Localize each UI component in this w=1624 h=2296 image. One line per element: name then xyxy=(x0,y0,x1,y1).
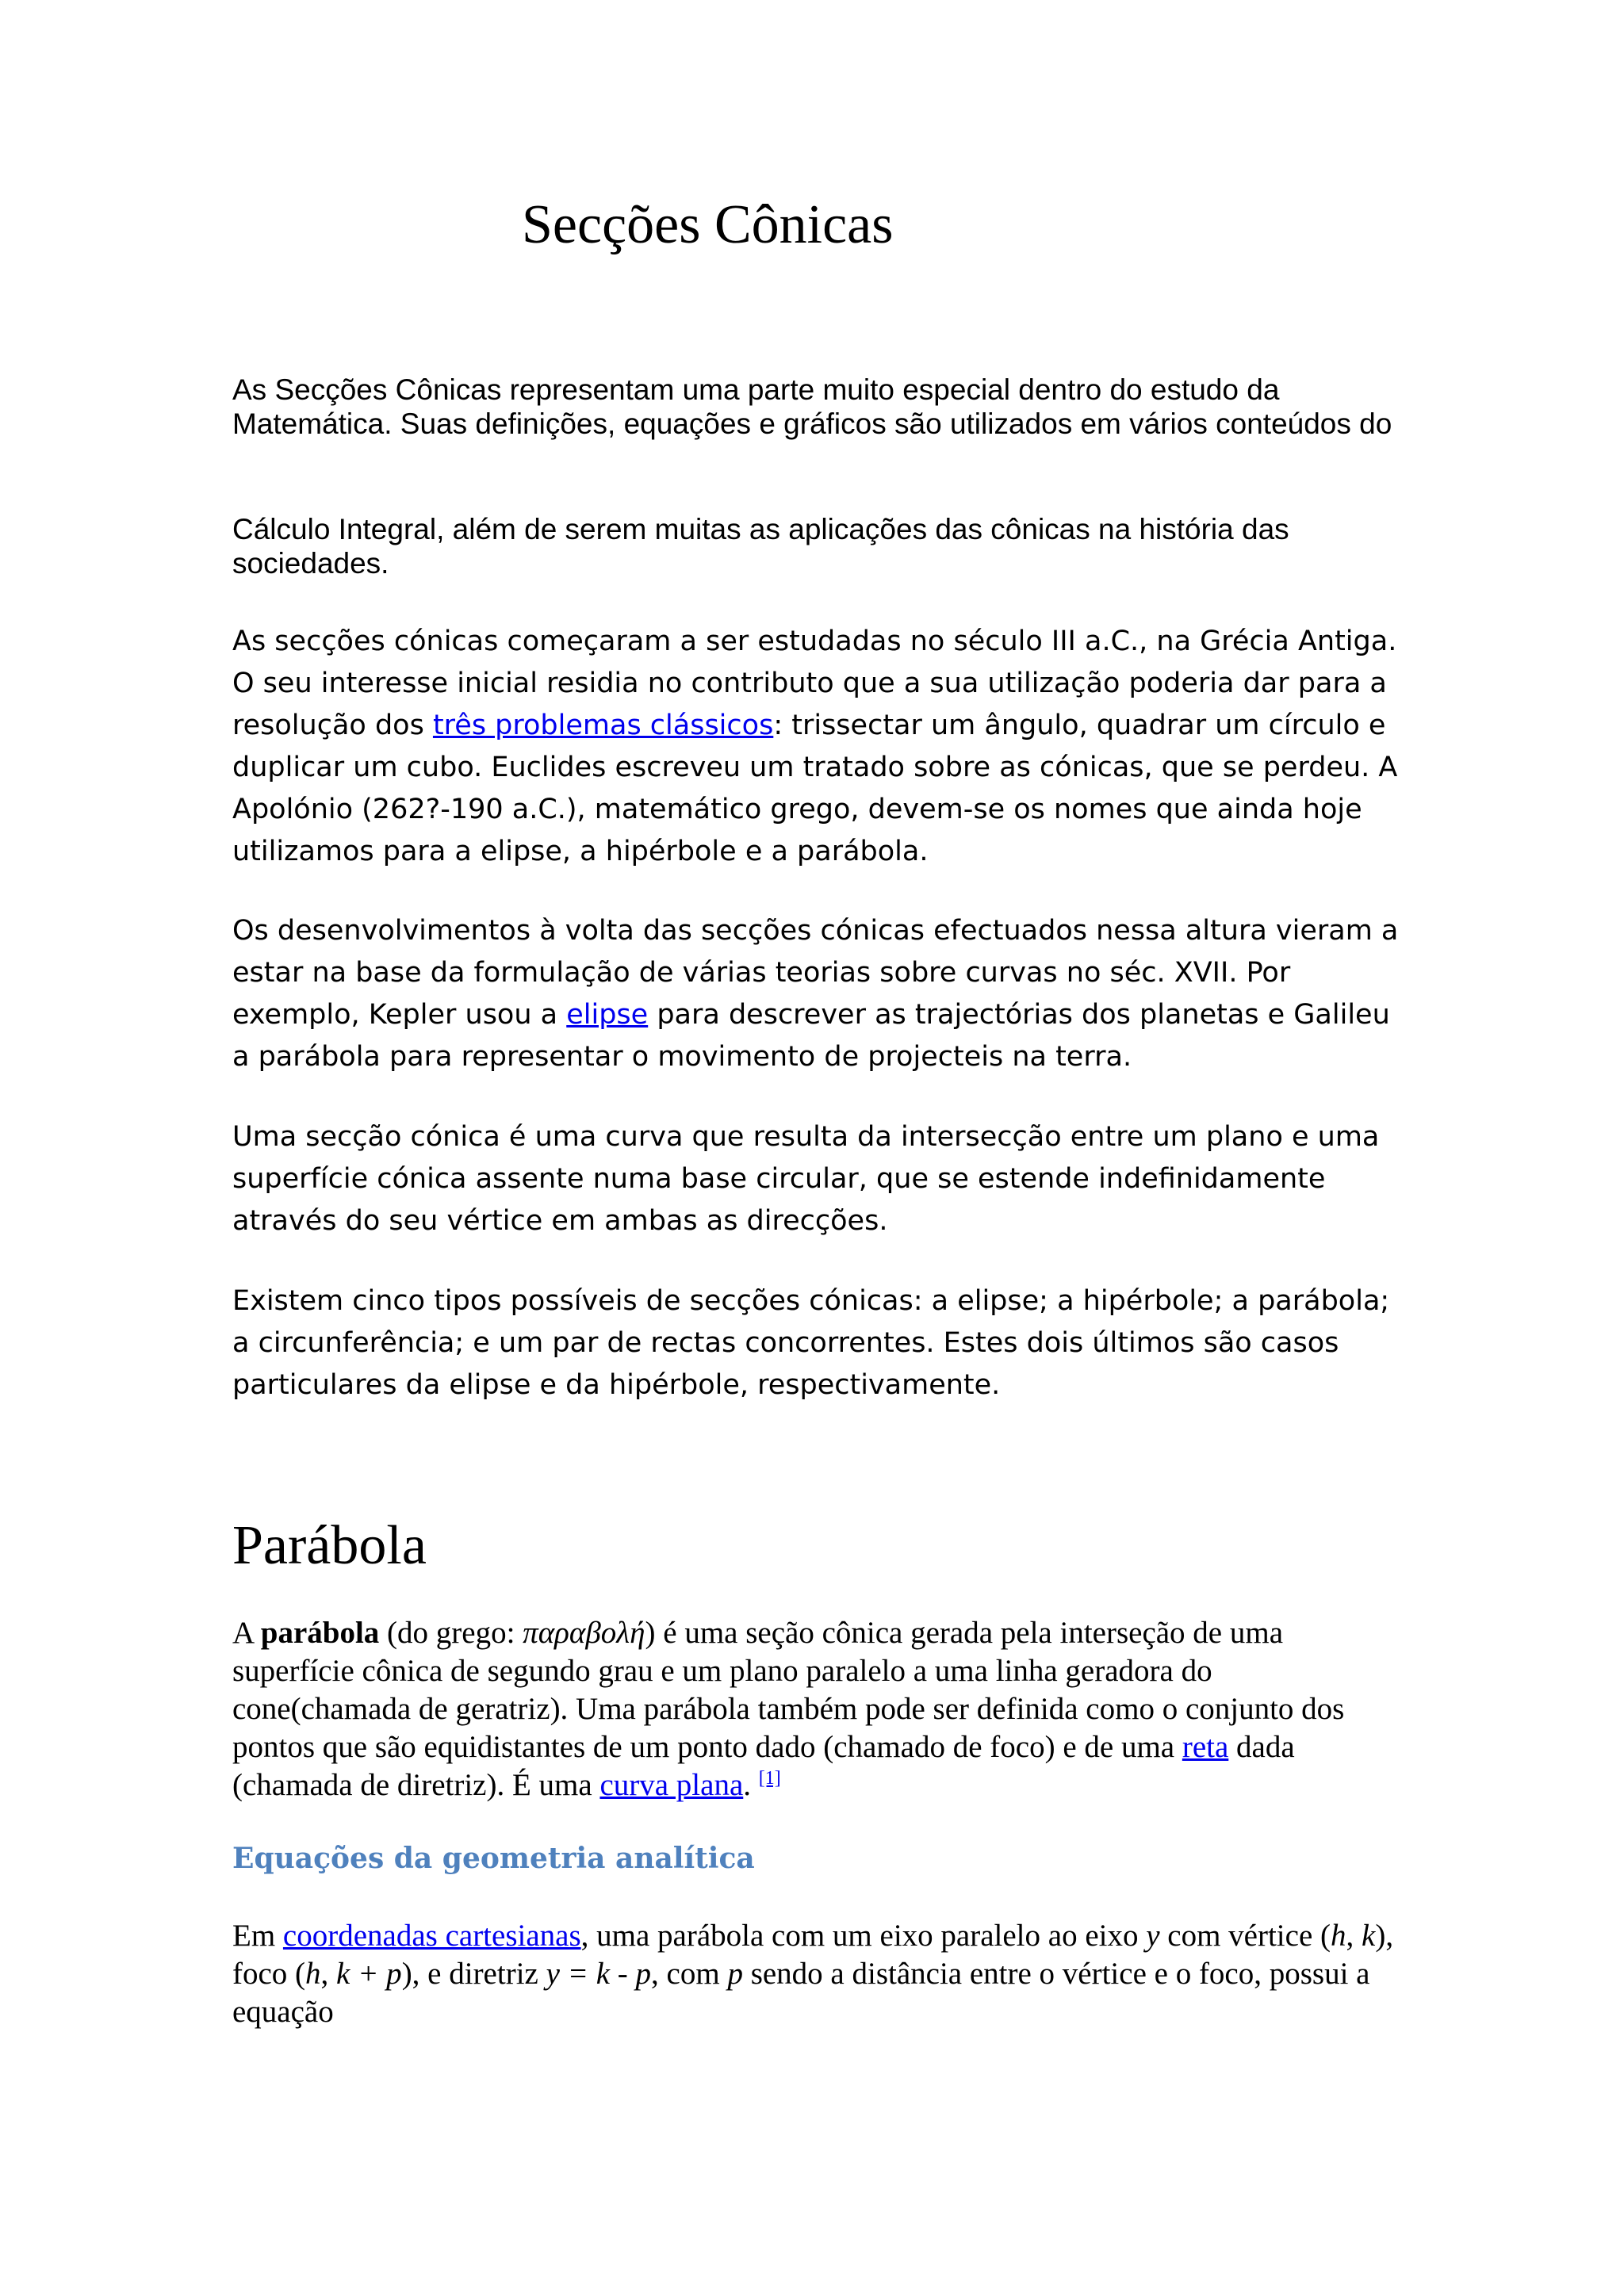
bold-term: parábola xyxy=(260,1616,380,1650)
parabola-heading: Parábola xyxy=(232,1515,427,1576)
greek-term: παραβολή xyxy=(523,1616,645,1650)
reta-link[interactable]: reta xyxy=(1182,1730,1229,1764)
cartesian-coordinates-link[interactable]: coordenadas cartesianas xyxy=(282,1919,581,1953)
text-run: : trissectar um ângulo, quadrar um círculo e duplicar um cubo. Euclides escreveu um tratado sobre as cónicas, que se perdeu. A Apolónio (262?-190 a.C.), matemático grego, devem-se os nomes que ainda hoje utilizamos para a elipse, a hipérbole e a parábola. xyxy=(232,710,1398,867)
math-var: h xyxy=(1331,1919,1346,1953)
text-run: , uma parábola com um eixo paralelo ao eixo xyxy=(580,1919,1147,1953)
text-run: ), e diretriz xyxy=(401,1957,546,1991)
text-run: As secções cónicas começaram a ser estudadas no século III a.C., na Grécia Antiga. O seu interesse inicial residia no contributo que a sua utilização poderia dar para a resolução dos xyxy=(232,626,1397,741)
text-run: (do grego: xyxy=(379,1616,523,1650)
text-run: A xyxy=(232,1616,261,1650)
intro-paragraph-2: Cálculo Integral, além de serem muitas as aplicações das cônicas na história das sociedades. xyxy=(232,513,1289,580)
parabola-paragraph xyxy=(232,1614,1398,1804)
math-var: p xyxy=(727,1957,743,1991)
text-run: sendo a distância entre o vértice e o foco, possui a equação xyxy=(232,1957,1370,2029)
developments-paragraph xyxy=(232,910,1406,1078)
text-run: ), foco ( xyxy=(232,1919,1394,1991)
ellipse-link[interactable]: elipse xyxy=(566,999,649,1031)
history-paragraph xyxy=(232,621,1406,873)
types-paragraph: Existem cinco tipos possíveis de secções cónicas: a elipse; a hipérbole; a parábola; a circunferência; e um par de rectas concorrentes. Estes dois últimos são casos particulares da elipse e da hipérbole, respectivamente. xyxy=(232,1285,1390,1401)
math-expr: y = k - p xyxy=(546,1957,652,1991)
text-run: Em xyxy=(232,1919,283,1953)
equations-subheading: Equações da geometria analítica xyxy=(232,1842,755,1875)
curva-plana-link[interactable]: curva plana xyxy=(599,1768,744,1802)
text-run: . xyxy=(743,1768,759,1802)
definition-paragraph: Uma secção cónica é uma curva que resulta da intersecção entre um plano e uma superfície cónica assente numa base circular, que se estende indefinidamente através do seu vértice em ambas as direcções. xyxy=(232,1121,1380,1237)
text-run: para descrever as trajectórias dos planetas e Galileu a parábola para representar o movimento de projecteis na terra. xyxy=(232,999,1390,1073)
text-run: com vértice ( xyxy=(1159,1919,1331,1953)
text-run: Os desenvolvimentos à volta das secções cónicas efectuados nessa altura vieram a estar na base da formulação de várias teorias sobre curvas no séc. XVII. Por exemplo, Kepler usou a xyxy=(232,915,1399,1031)
reference-link[interactable]: [1] xyxy=(758,1768,781,1789)
three-problems-link[interactable]: três problemas clássicos xyxy=(432,710,774,741)
text-run: , xyxy=(320,1957,337,1991)
page-title: Secções Cônicas xyxy=(522,194,894,255)
text-run: , xyxy=(1346,1919,1362,1953)
text-run: dada (chamada de diretriz). É uma xyxy=(232,1730,1295,1802)
math-expr: k + p xyxy=(336,1957,402,1991)
text-run: ) é uma seção cônica gerada pela interseção de uma superfície cônica de segundo grau e um plano paralelo a uma linha geradora do cone(chamada de geratriz). Uma parábola também pode ser definida como o conjunto dos pontos que são equidistantes de um ponto dado (chamado de foco) e de uma xyxy=(232,1616,1345,1764)
text-run: , com xyxy=(651,1957,728,1991)
math-var: y xyxy=(1146,1919,1160,1953)
math-var: k xyxy=(1362,1919,1376,1953)
math-var: h xyxy=(305,1957,321,1991)
intro-paragraph-1: As Secções Cônicas representam uma parte muito especial dentro do estudo da Matemática. Suas definições, equações e gráficos são utilizados em vários conteúdos do xyxy=(232,373,1392,440)
equations-paragraph xyxy=(232,1917,1398,2031)
